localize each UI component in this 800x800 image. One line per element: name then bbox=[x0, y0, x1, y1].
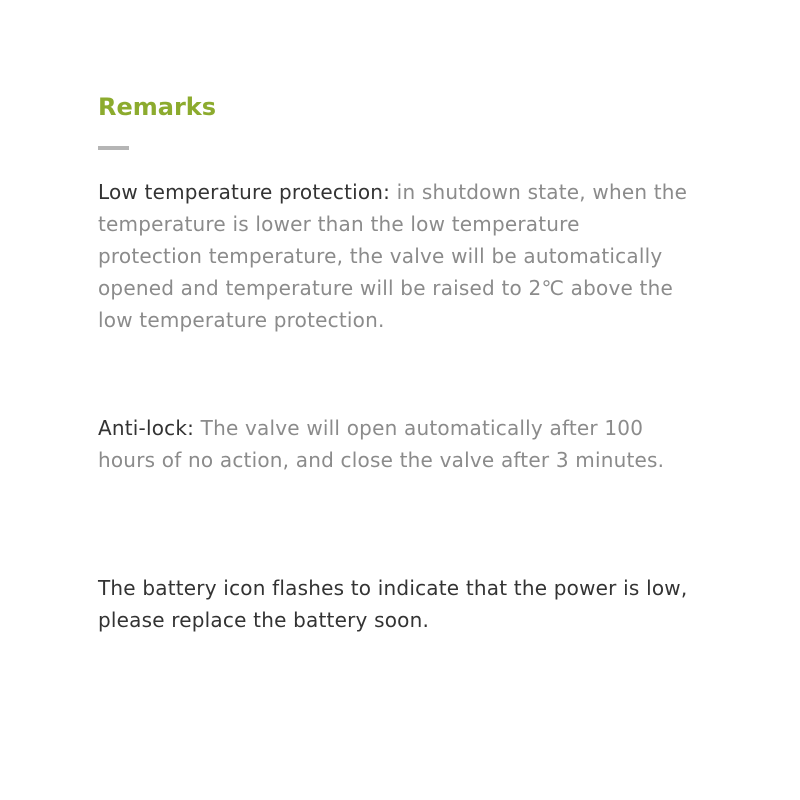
remark-battery bbox=[98, 572, 688, 636]
remark-text: The battery icon flashes to indicate that the power is low, please replace the battery soon. bbox=[98, 576, 688, 632]
remark-label: Low temperature protection: bbox=[98, 180, 391, 204]
page-title: Remarks bbox=[98, 93, 217, 121]
remark-anti-lock bbox=[98, 412, 688, 476]
remark-low-temperature-protection bbox=[98, 176, 688, 336]
remark-label: Anti-lock: bbox=[98, 416, 195, 440]
remark-text: The valve will open automatically after 100 hours of no action, and close the valve after 3 minutes. bbox=[98, 416, 665, 472]
title-divider bbox=[98, 146, 129, 150]
remark-text: in shutdown state, when the temperature is lower than the low temperature protection temperature, the valve will be automatically opened and temperature will be raised to 2℃ above the low temperature protection. bbox=[98, 180, 688, 332]
